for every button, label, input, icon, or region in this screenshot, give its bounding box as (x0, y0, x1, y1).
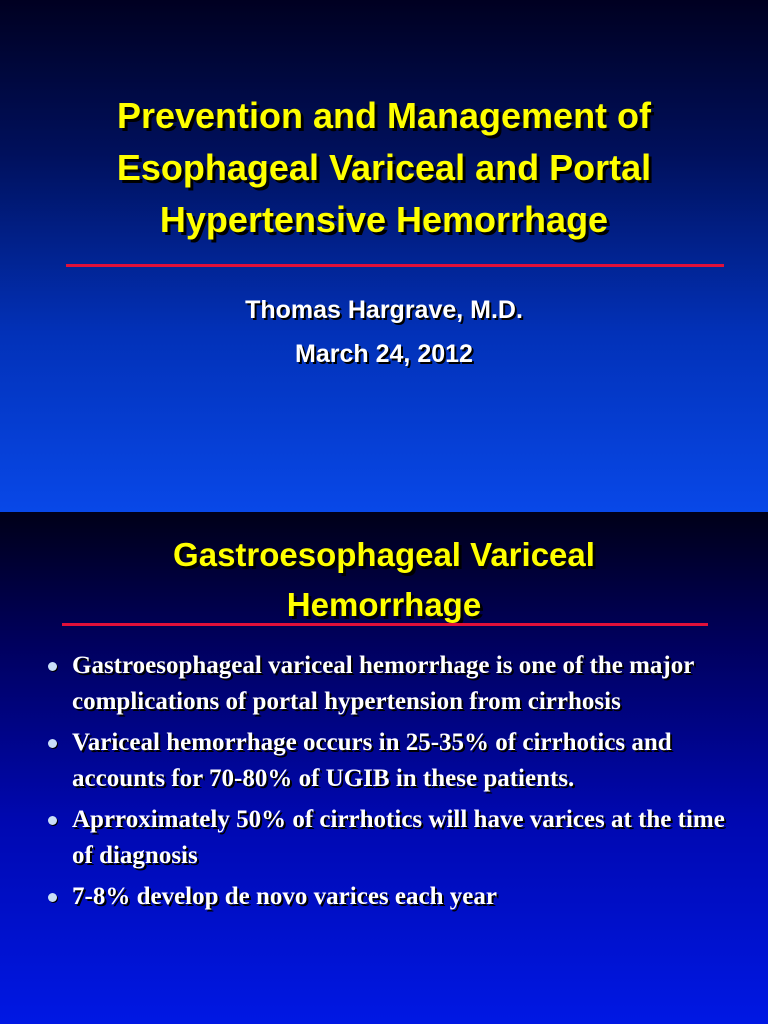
bullet-item (44, 879, 744, 915)
bullet-list (44, 648, 744, 920)
title-divider (66, 264, 724, 267)
bullet-text: 7-8% develop de novo varices each year (72, 883, 497, 910)
title-line: Esophageal Variceal and Portal (116, 147, 652, 188)
title-line: Hemorrhage (286, 586, 482, 623)
title-line: Prevention and Management of (116, 95, 652, 136)
title-divider (62, 623, 708, 626)
author-name: Thomas Hargrave, M.D. (245, 296, 523, 324)
bullet-item (44, 648, 744, 720)
slide-title (0, 90, 768, 246)
bullet-text: Variceal hemorrhage occurs in 25-35% of cirrhotics and accounts for 70-80% of UGIB in these patients. (72, 729, 672, 792)
title-line: Gastroesophageal Variceal (173, 536, 595, 573)
content-slide (0, 512, 768, 1024)
bullet-dot-icon (48, 816, 57, 825)
bullet-text: Gastroesophageal variceal hemorrhage is one of the major complications of portal hypertension from cirrhosis (72, 652, 694, 715)
presentation-date: March 24, 2012 (295, 340, 473, 368)
bullet-dot-icon (48, 662, 57, 671)
slide-title (0, 530, 768, 630)
bullet-text: Aprroximately 50% of cirrhotics will have varices at the time of diagnosis (72, 806, 725, 869)
bullet-dot-icon (48, 739, 57, 748)
bullet-dot-icon (48, 893, 57, 902)
bullet-item (44, 725, 744, 797)
bullet-item (44, 802, 744, 874)
title-line: Hypertensive Hemorrhage (159, 199, 609, 240)
